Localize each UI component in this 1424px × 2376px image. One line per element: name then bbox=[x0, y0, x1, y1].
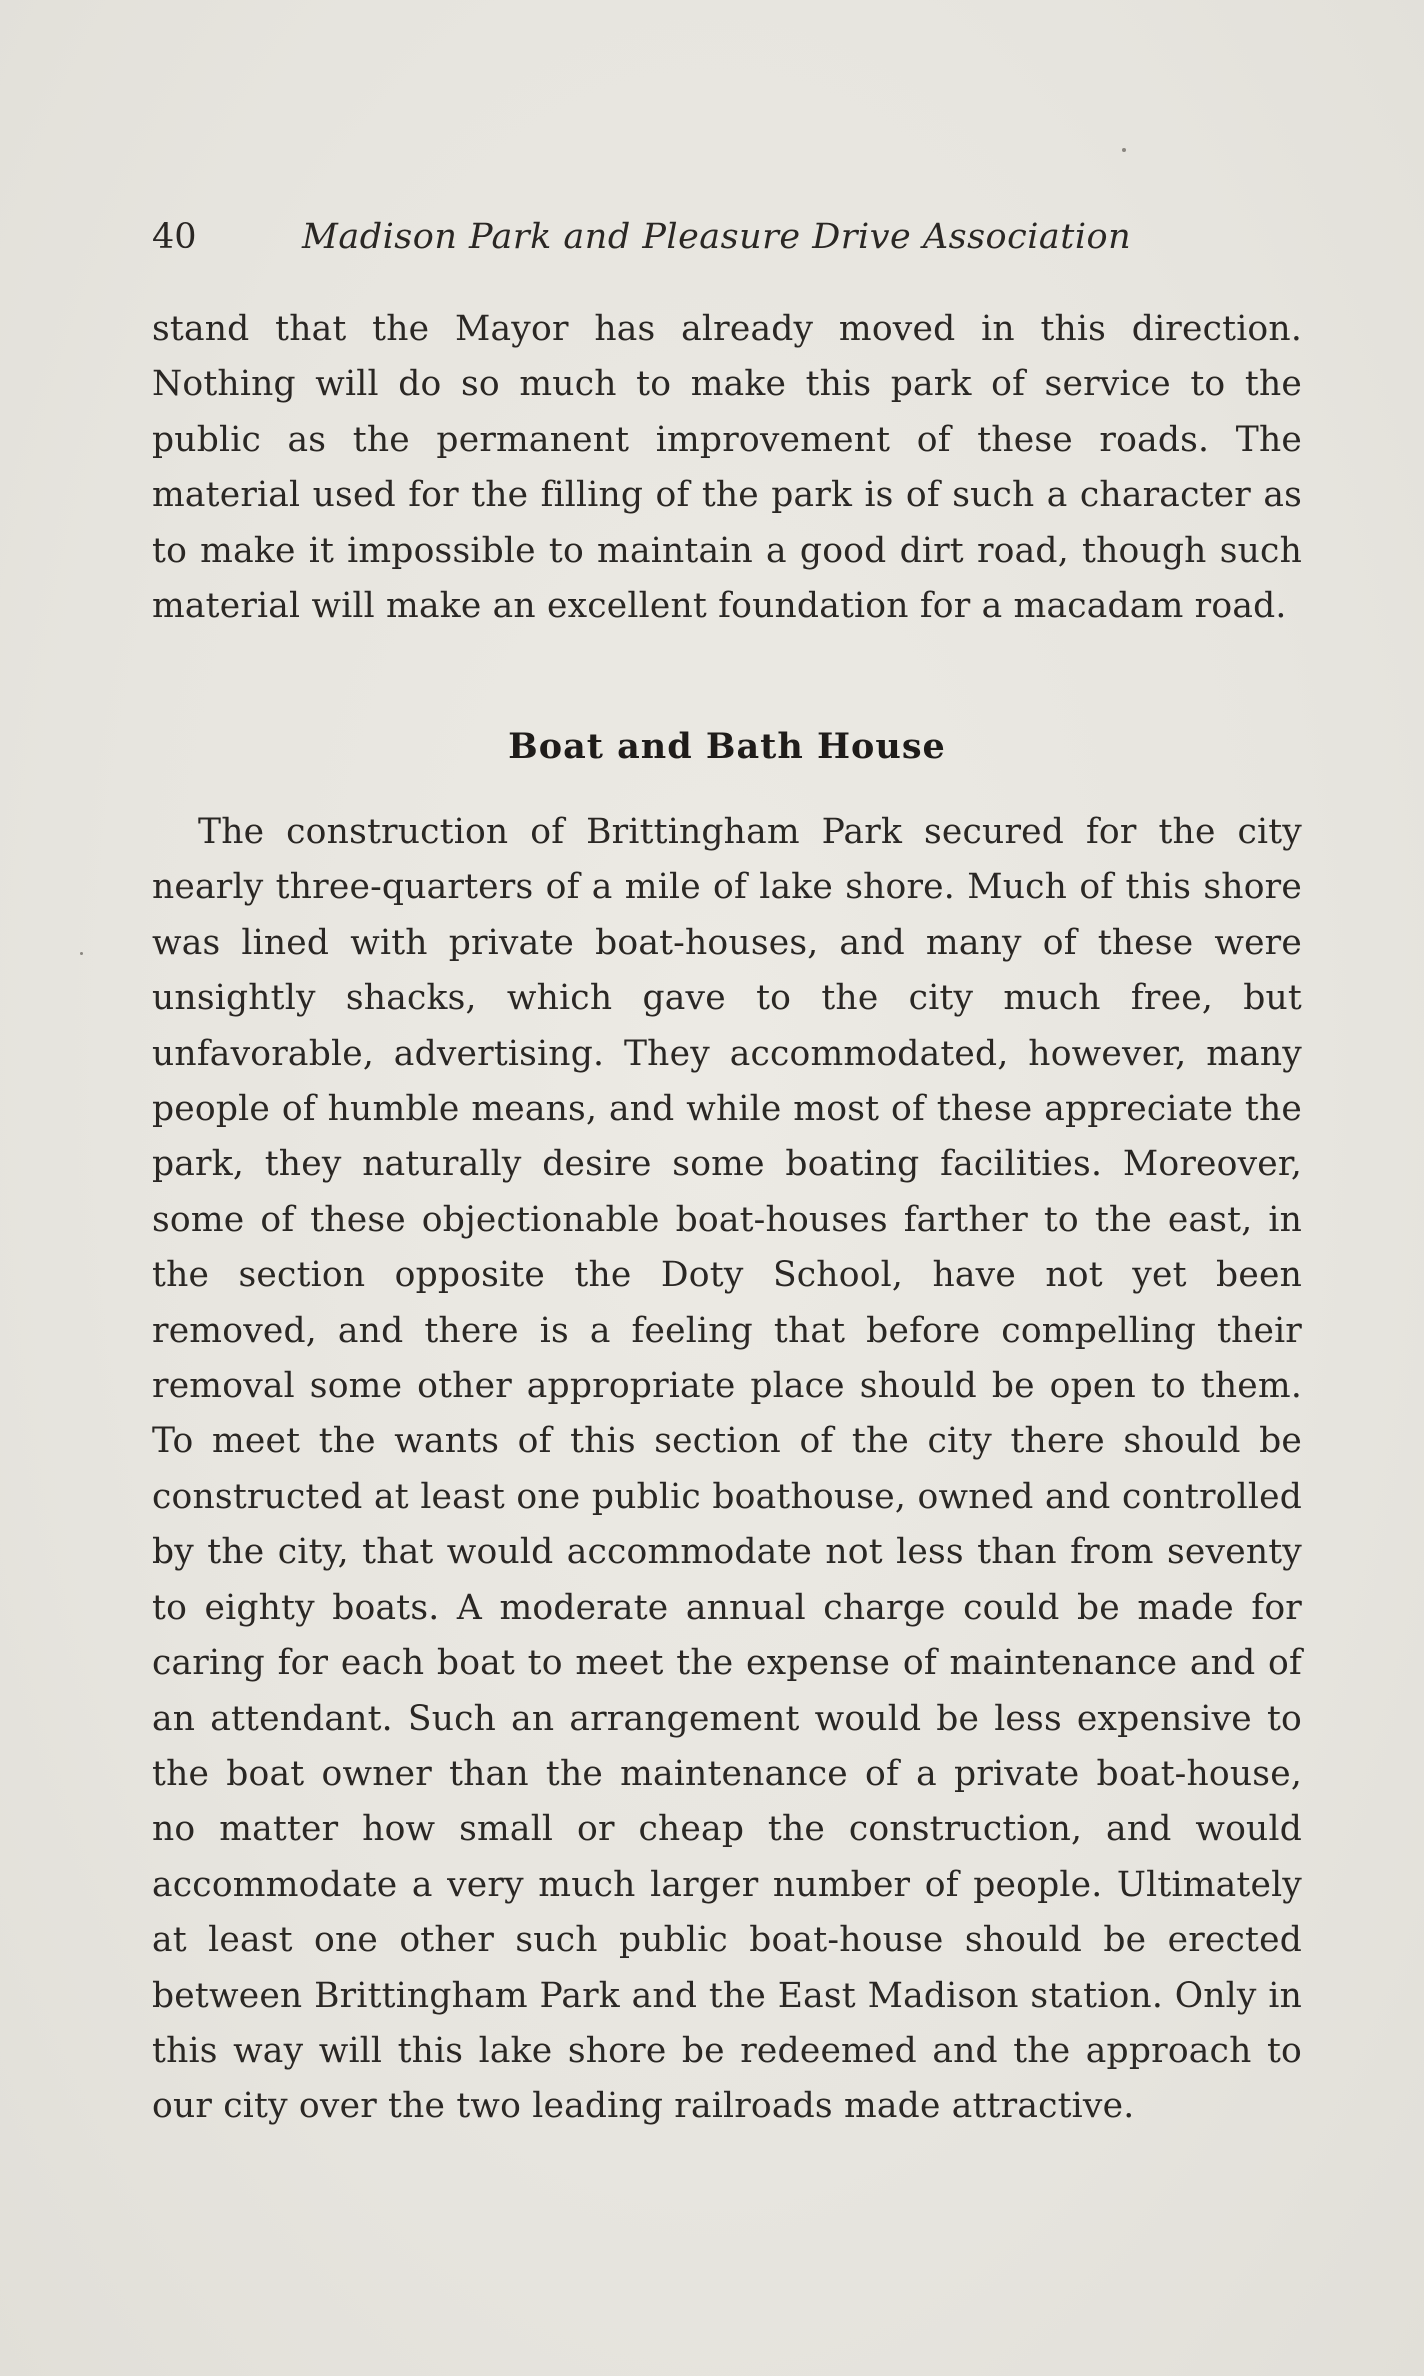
page-number: 40 bbox=[152, 217, 197, 257]
continuation-text bbox=[152, 302, 1302, 634]
book-title: Madison Park and Pleasure Drive Association bbox=[302, 217, 1132, 257]
running-head bbox=[152, 212, 1302, 262]
paragraph: stand that the Mayor has already moved in this direction. Nothing will do so much to make this park of service to the public as the permanent improvement of these roads. The material used for the filling of the park is of such a character as to make it impossible to maintain a good dirt road, though such material will make an excellent foundation for a macadam road. bbox=[152, 309, 1302, 627]
section-heading: Boat and Bath House bbox=[508, 726, 946, 767]
section-text bbox=[152, 805, 1302, 2135]
paper-speck bbox=[1122, 148, 1126, 152]
paragraph: The construction of Brittingham Park secured for the city nearly three-quarters of a mile of lake shore. Much of this shore was lined with private boat-houses, and many of these were unsightly shacks, which gave to the city much free, but unfavorable, advertising. They accommodated, however, many people of humble means, and while most of these appreciate the park, they naturally desire some boating facilities. Moreover, some of these objectionable boat-houses farther to the east, in the section opposite the Doty School, have not yet been removed, and there is a feeling that before compelling their removal some other appropriate place should be open to them. To meet the wants of this section of the city there should be constructed at least one public boathouse, owned and controlled by the city, that would accommodate not less than from seventy to eighty boats. A moderate annual charge could be made for caring for each boat to meet the expense of maintenance and of an attendant. Such an arrangement would be less expensive to the boat owner than the maintenance of a private boat-house, no matter how small or cheap the construction, and would accommodate a very much larger number of people. Ultimately at least one other such public boat-house should be erected between Brittingham Park and the East Madison station. Only in this way will this lake shore be redeemed and the approach to our city over the two leading railroads made attractive. bbox=[152, 812, 1302, 2127]
paper-speck bbox=[80, 952, 83, 955]
